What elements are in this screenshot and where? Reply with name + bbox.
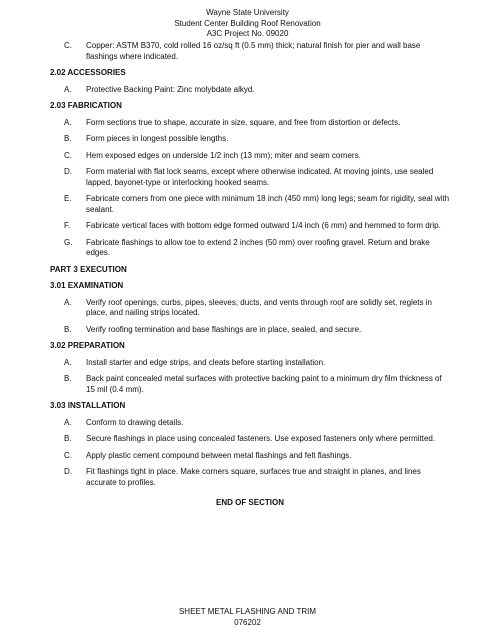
section-heading-fabrication: 2.03 FABRICATION (50, 101, 122, 110)
item-text: Form pieces in longest possible lengths. (86, 134, 229, 143)
item-marker: A. (64, 357, 72, 367)
item-marker: C. (64, 450, 72, 460)
item-marker: G. (64, 237, 73, 247)
list-item (50, 85, 450, 96)
item-text: Back paint concealed metal surfaces with protective backing paint to a minimum dry film thickness of 15 mil (0.4 mm). (86, 374, 442, 394)
item-marker: D. (64, 167, 72, 176)
list-item (50, 238, 450, 259)
header-project-number: A3C Project No. 09020 (206, 29, 289, 38)
list-item (50, 374, 450, 395)
list-item (50, 434, 450, 445)
list-item (50, 194, 450, 215)
page-footer (0, 607, 495, 628)
item-text: Copper: ASTM B370, cold rolled 16 oz/sq ft (0.5 mm) thick; natural finish for pier and wall base flashings where indicated. (86, 41, 421, 61)
header-project-name: Student Center Building Roof Renovation (174, 18, 321, 28)
item-text: Verify roofing termination and base flashings are in place, sealed, and secure. (86, 324, 362, 334)
item-marker: B. (64, 134, 72, 143)
item-marker: C. (64, 150, 72, 160)
part-heading-execution: PART 3 EXECUTION (50, 264, 127, 274)
item-text: Fabricate corners from one piece with minimum 18 inch (450 mm) long legs; seam for rigidity, seal with sealant. (86, 194, 450, 214)
document-body (50, 41, 450, 509)
item-marker: C. (64, 41, 72, 50)
item-text: Install starter and edge strips, and cleats before starting installation. (86, 357, 326, 367)
item-text: Secure flashings in place using concealed fasteners. Use exposed fasteners only where permitted. (86, 434, 436, 443)
item-marker: A. (64, 84, 72, 94)
section-heading-installation: 3.03 INSTALLATION (50, 401, 126, 410)
item-text: Protective Backing Paint: Zinc molybdate alkyd. (86, 84, 255, 94)
list-item (50, 167, 450, 188)
item-text: Fit flashings tight in place. Make corners square, surfaces true and straight in planes, and lines accurate to profiles. (86, 467, 421, 487)
list-item (50, 151, 450, 162)
item-text: Apply plastic cement compound between metal flashings and felt flashings. (86, 450, 352, 460)
header-university: Wayne State University (206, 8, 289, 17)
item-marker: B. (64, 434, 72, 443)
list-item (50, 467, 450, 488)
item-text: Conform to drawing details. (86, 417, 184, 427)
item-marker: A. (64, 417, 72, 427)
item-marker: E. (64, 194, 72, 203)
item-marker: A. (64, 297, 72, 307)
footer-section-number: 076202 (234, 617, 261, 627)
list-item (50, 221, 450, 232)
list-item (50, 451, 450, 462)
item-text: Form material with flat lock seams, except where otherwise indicated. At moving joints, use sealed lapped, bayonet-type or interlocking hooked seams. (86, 167, 434, 187)
item-marker: D. (64, 467, 72, 476)
item-marker: B. (64, 324, 72, 334)
list-item (50, 325, 450, 336)
list-item (50, 41, 450, 62)
list-item (50, 298, 450, 319)
list-item (50, 118, 450, 129)
item-marker: A. (64, 117, 72, 127)
list-item (50, 134, 450, 145)
section-heading-examination: 3.01 EXAMINATION (50, 281, 124, 290)
list-item (50, 418, 450, 429)
item-text: Fabricate flashings to allow toe to extend 2 inches (50 mm) over roofing gravel. Return and brake edges. (86, 237, 430, 257)
item-marker: F. (64, 221, 71, 230)
section-heading-accessories: 2.02 ACCESSORIES (50, 68, 126, 77)
item-text: Fabricate vertical faces with bottom edge formed outward 1/4 inch (6 mm) and hemmed to form drip. (86, 221, 441, 230)
item-text: Form sections true to shape, accurate in size, square, and free from distortion or defects. (86, 117, 401, 127)
item-text: Hem exposed edges on underside 1/2 inch (13 mm); miter and seam corners. (86, 150, 361, 160)
section-heading-preparation: 3.02 PREPARATION (50, 341, 125, 350)
item-text: Verify roof openings, curbs, pipes, sleeves, ducts, and vents through roof are solidly set, reglets in place, and nailing strips located. (86, 297, 432, 317)
page-header (0, 8, 495, 40)
item-marker: B. (64, 374, 72, 383)
footer-section-title: SHEET METAL FLASHING AND TRIM (178, 607, 317, 616)
end-of-section: END OF SECTION (215, 498, 284, 507)
list-item (50, 358, 450, 369)
